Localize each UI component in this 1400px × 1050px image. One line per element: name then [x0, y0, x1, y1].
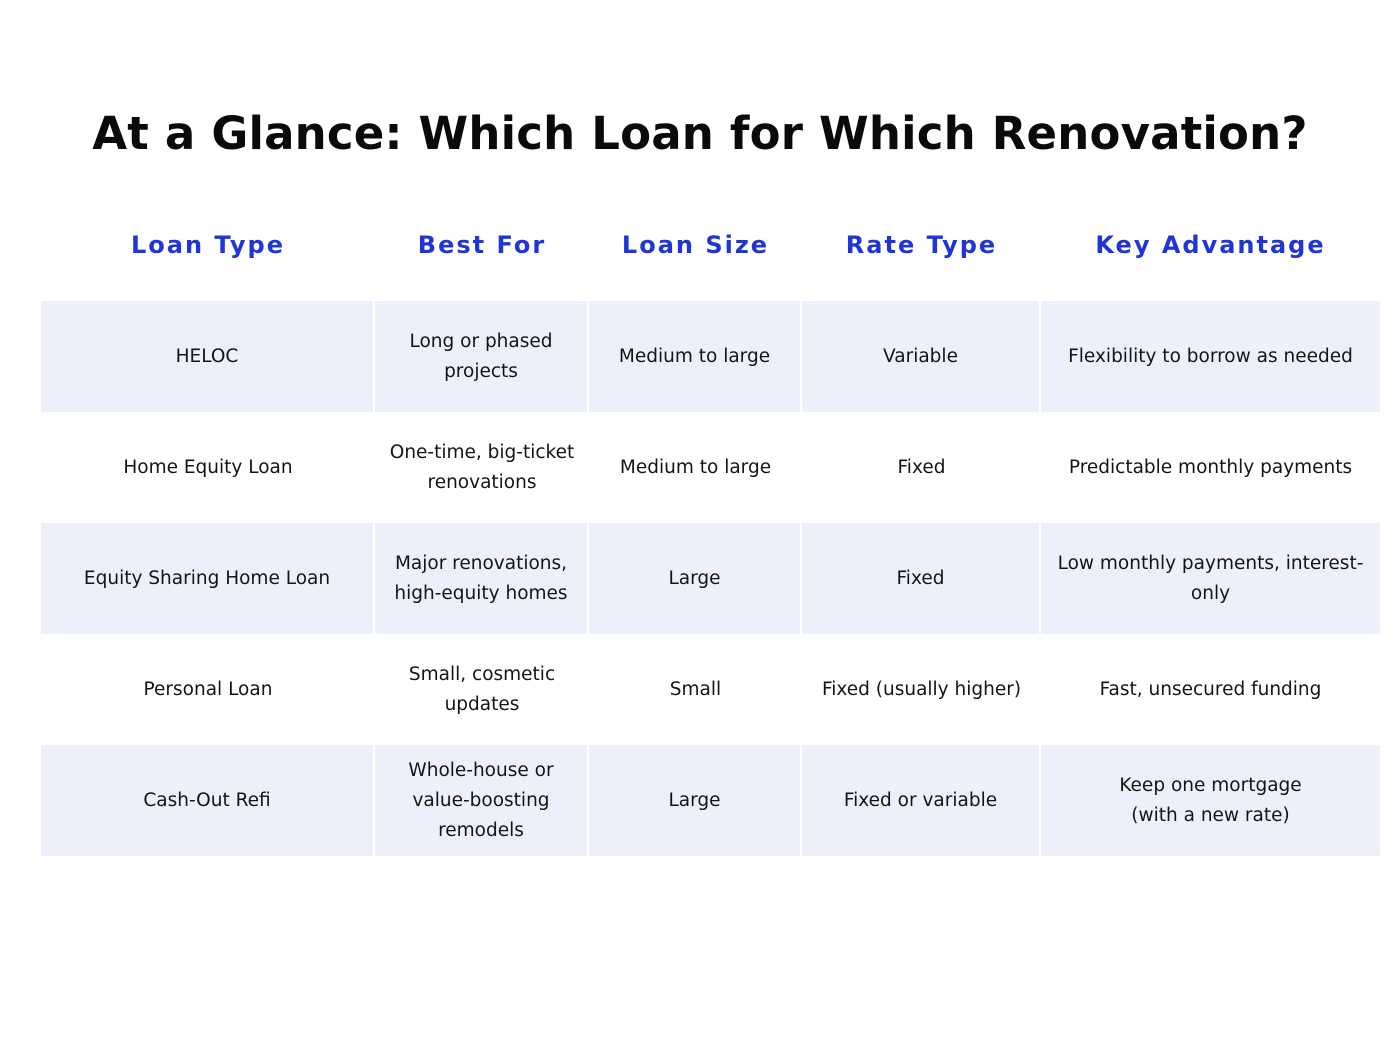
cell-loan-type [41, 412, 375, 523]
cell-loan-size [589, 412, 802, 523]
cell-loan-size [589, 523, 802, 634]
cell-text: Fixed [896, 567, 945, 589]
column-header-loan-type: Loan Type [41, 216, 375, 301]
cell-text: Fixed or variable [843, 789, 998, 811]
cell-loan-type [41, 634, 375, 745]
table-row [41, 412, 1380, 523]
cell-rate-type [802, 634, 1041, 745]
cell-best-for [375, 634, 589, 745]
table-row [41, 745, 1380, 856]
cell-rate-type [802, 301, 1041, 412]
cell-text: Major renovations, high-equity homes [394, 552, 568, 604]
cell-text: Small, cosmetic updates [408, 663, 556, 715]
column-header-best-for: Best For [375, 216, 589, 301]
cell-text: Medium to large [618, 345, 771, 367]
cell-best-for [375, 523, 589, 634]
cell-text: Variable [883, 345, 958, 367]
cell-key-advantage [1041, 523, 1380, 634]
cell-loan-size [589, 745, 802, 856]
cell-best-for [375, 745, 589, 856]
cell-text: Fixed (usually higher) [821, 678, 1022, 700]
cell-key-advantage [1041, 745, 1380, 856]
table-row [41, 634, 1380, 745]
cell-loan-size [589, 634, 802, 745]
column-header-loan-size: Loan Size [589, 216, 802, 301]
loan-comparison-table [41, 216, 1380, 856]
cell-text: One-time, big-ticket renovations [389, 441, 575, 493]
cell-text: Fast, unsecured funding [1099, 678, 1322, 700]
cell-loan-size [589, 301, 802, 412]
cell-text: Home Equity Loan [123, 456, 293, 478]
cell-loan-type [41, 523, 375, 634]
cell-text: HELOC [175, 345, 239, 367]
cell-rate-type [802, 412, 1041, 523]
cell-text: Small [669, 678, 722, 700]
cell-text: Predictable monthly payments [1068, 456, 1353, 478]
cell-text: Keep one mortgage (with a new rate) [1119, 774, 1302, 826]
cell-text: Fixed [897, 456, 946, 478]
column-header-key-advantage: Key Advantage [1041, 216, 1380, 301]
cell-text: Equity Sharing Home Loan [83, 567, 331, 589]
cell-best-for [375, 412, 589, 523]
cell-text: Medium to large [619, 456, 772, 478]
cell-text: Low monthly payments, interest- only [1057, 552, 1364, 604]
cell-key-advantage [1041, 412, 1380, 523]
cell-text: Cash-Out Refi [143, 789, 271, 811]
cell-text: Personal Loan [143, 678, 273, 700]
cell-text: Large [668, 789, 721, 811]
table-header-row [41, 216, 1380, 301]
cell-loan-type [41, 301, 375, 412]
cell-text: Flexibility to borrow as needed [1068, 345, 1353, 367]
table-row [41, 301, 1380, 412]
cell-text: Large [668, 567, 721, 589]
cell-rate-type [802, 745, 1041, 856]
cell-best-for [375, 301, 589, 412]
cell-loan-type [41, 745, 375, 856]
table-row [41, 523, 1380, 634]
cell-rate-type [802, 523, 1041, 634]
column-header-rate-type: Rate Type [802, 216, 1041, 301]
page-title: At a Glance: Which Loan for Which Renovation? [92, 107, 1308, 160]
cell-text: Whole-house or value-boosting remodels [408, 759, 554, 841]
cell-text: Long or phased projects [409, 330, 553, 382]
cell-key-advantage [1041, 301, 1380, 412]
cell-key-advantage [1041, 634, 1380, 745]
